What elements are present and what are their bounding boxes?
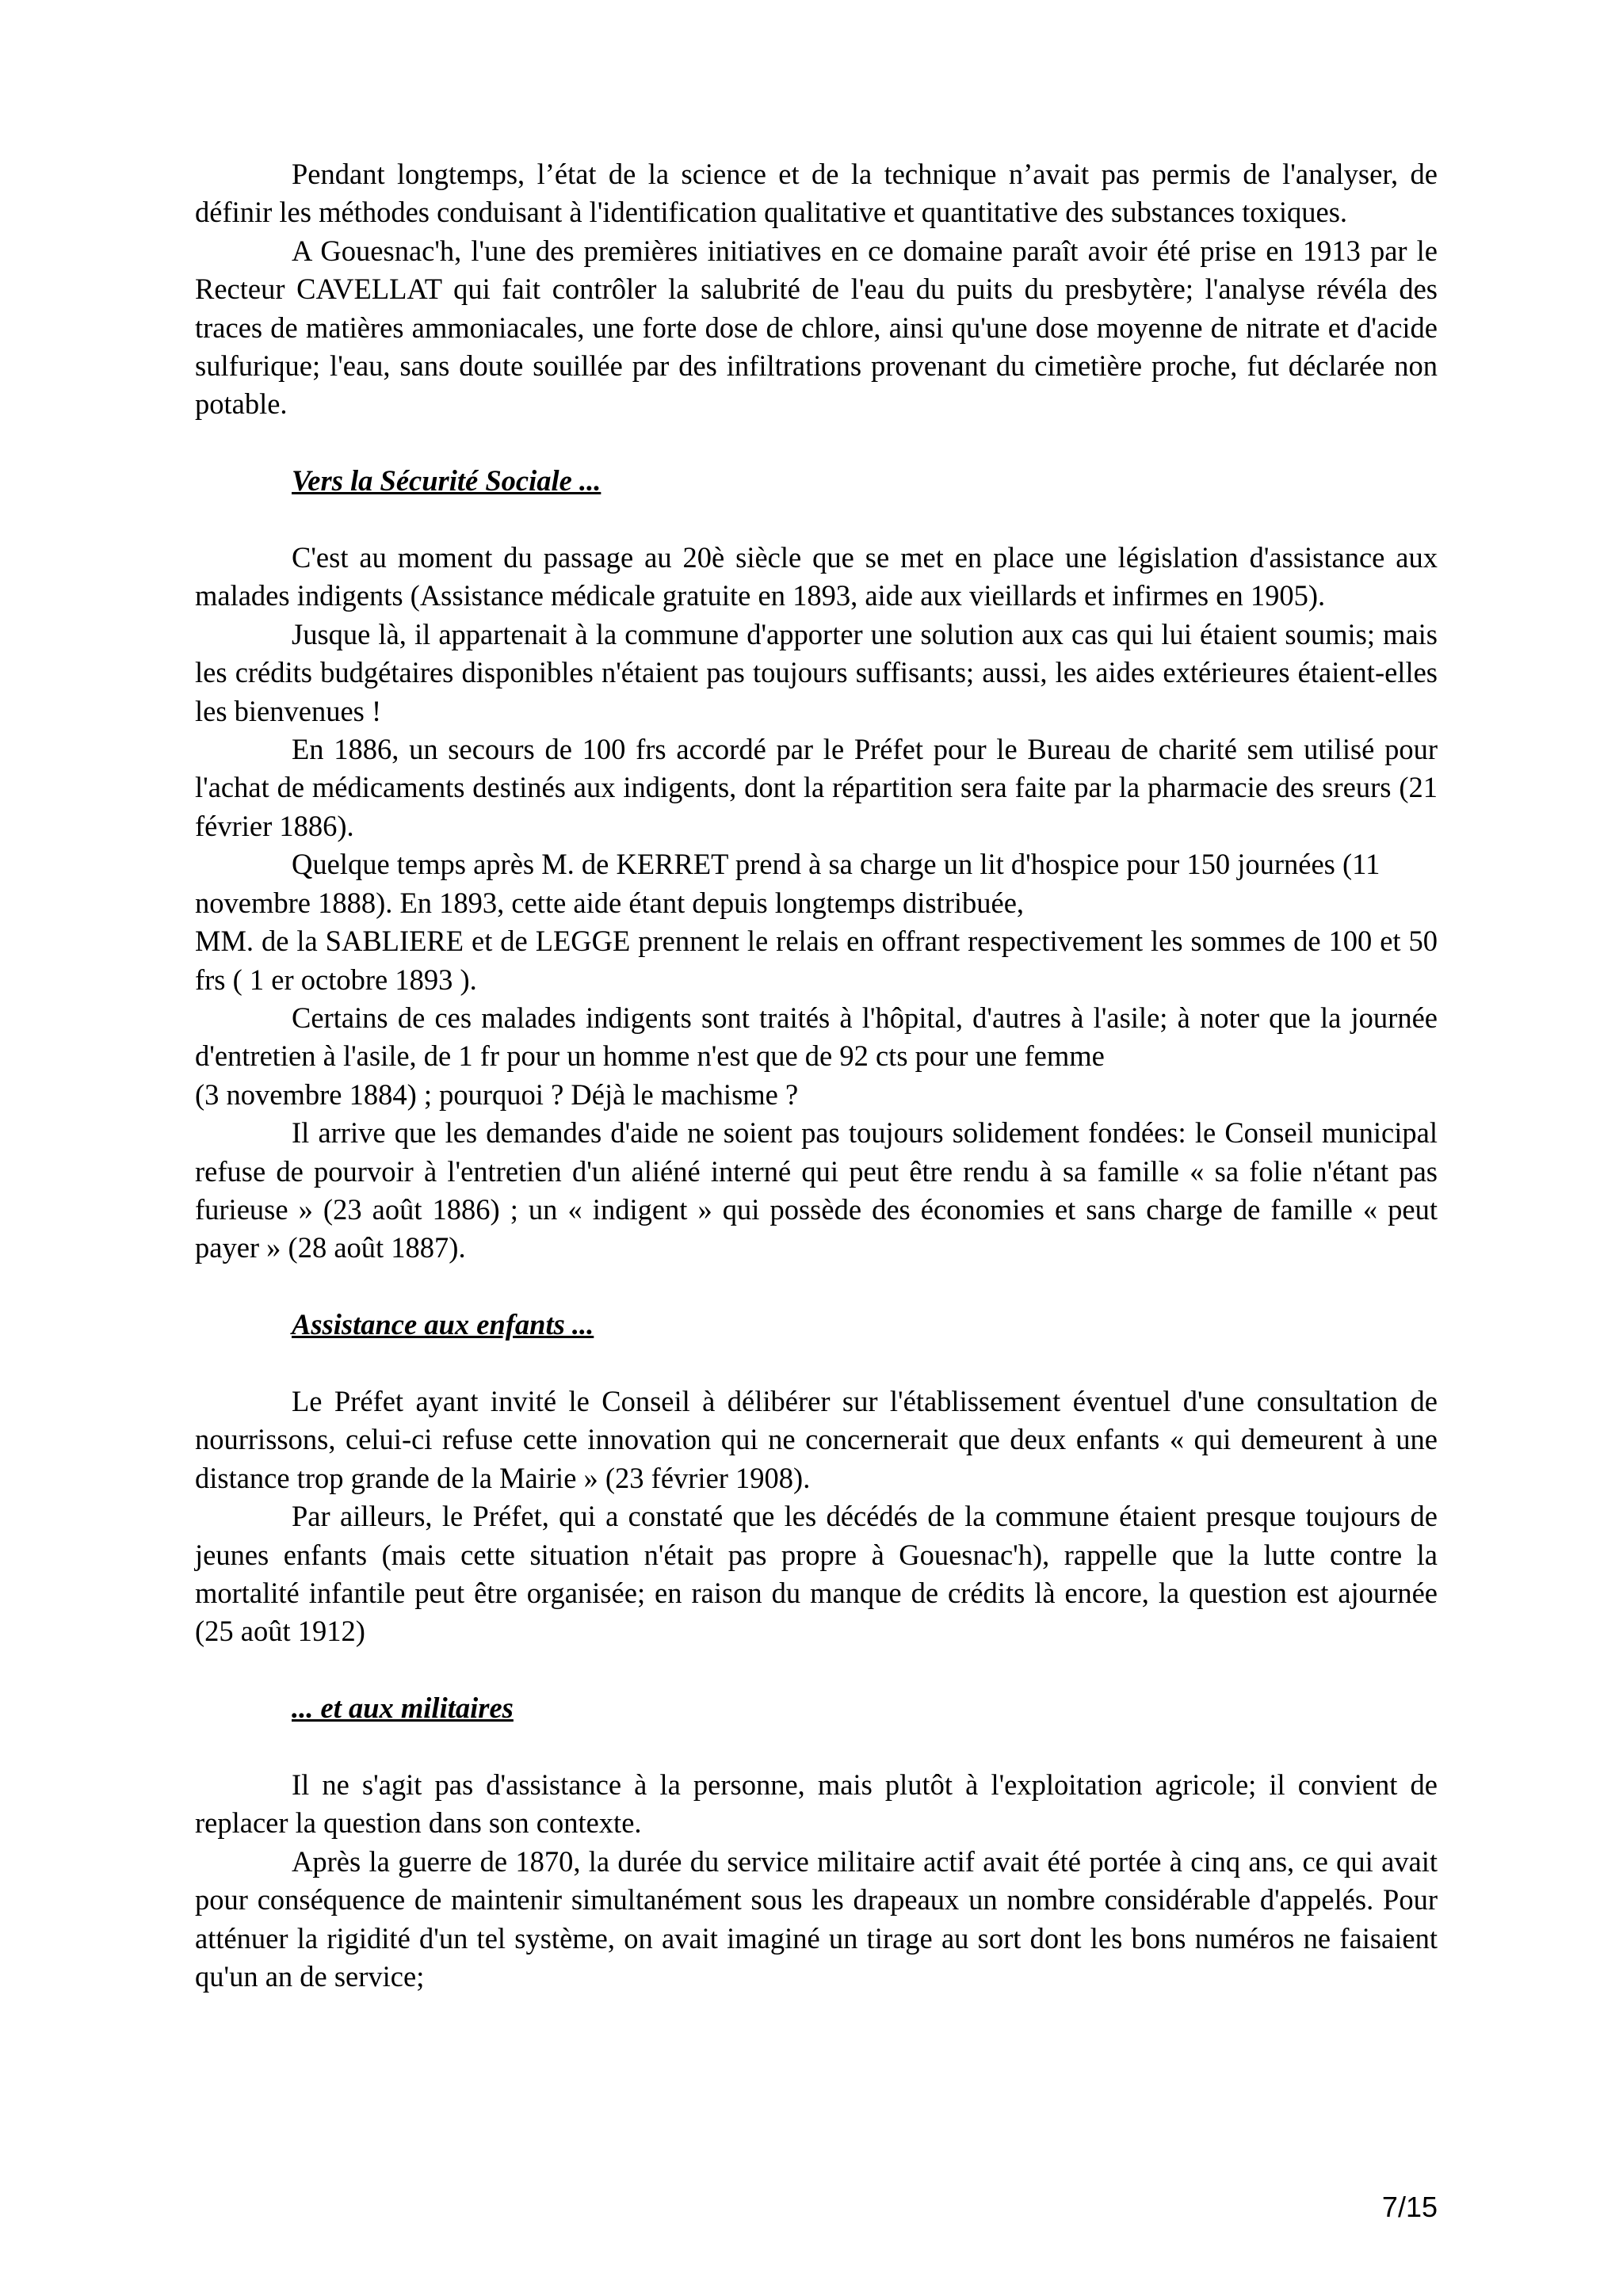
paragraph: Après la guerre de 1870, la durée du service militaire actif avait été portée à cinq ans, ce qui avait pour conséquence de maintenir simultanément sous les drapeaux un nombre considérable d'appelés. Pour atténuer la rigidité d'un tel système, on avait imaginé un tirage au sort dont les bons numéros ne faisaient qu'un an de service;	[195, 1844, 1438, 1993]
section-heading-assistance-enfants: Assistance aux enfants ...	[292, 1308, 594, 1341]
page-number: 7/15	[1381, 2191, 1438, 2223]
paragraph: (3 novembre 1884) ; pourquoi ? Déjà le machisme ?	[195, 1077, 799, 1111]
paragraph: Il ne s'agit pas d'assistance à la personne, mais plutôt à l'exploitation agricole; il convient de replacer la question dans son contexte.	[195, 1768, 1438, 1840]
paragraph: Jusque là, il appartenait à la commune d'apporter une solution aux cas qui lui étaient soumis; mais les crédits budgétaires disponibles n'étaient pas toujours suffisants; aussi, les aides extérieures étaient-elles les bienvenues !	[195, 617, 1438, 727]
paragraph: Pendant longtemps, l’état de la science et de la technique n’avait pas permis de l'analyser, de définir les méthodes conduisant à l'identification qualitative et quantitative des substances toxiques.	[195, 158, 1438, 229]
paragraph: A Gouesnac'h, l'une des premières initiatives en ce domaine paraît avoir été prise en 1913 par le Recteur CAVELLAT qui fait contrôler la salubrité de l'eau du puits du presbytère; l'analyse révéla des traces de matières ammoniacales, une forte dose de chlore, ainsi qu'une dose moyenne de nitrate et d'acide sulfurique; l'eau, sans doute souillée par des infiltrations provenant du cimetière proche, fut déclarée non potable.	[195, 234, 1438, 421]
paragraph: Par ailleurs, le Préfet, qui a constaté que les décédés de la commune étaient presque toujours de jeunes enfants (mais cette situation n'était pas propre à Gouesnac'h), rappelle que la lutte contre la mortalité infantile peut être organisée; en raison du manque de crédits là encore, la question est ajournée (25 août 1912)	[195, 1500, 1438, 1648]
section-heading-securite-sociale: Vers la Sécurité Sociale ...	[292, 464, 601, 498]
paragraph: MM. de la SABLIERE et de LEGGE prennent le relais en offrant respectivement les sommes de 100 et 50 frs ( 1 er octobre 1893 ).	[195, 925, 1438, 996]
paragraph: En 1886, un secours de 100 frs accordé par le Préfet pour le Bureau de charité sem utilisé pour l'achat de médicaments destinés aux indigents, dont la répartition sera faite par la pharmacie des sreurs (21 février 1886).	[195, 733, 1438, 842]
paragraph: Certains de ces malades indigents sont traités à l'hôpital, d'autres à l'asile; à noter que la journée d'entretien à l'asile, de 1 fr pour un homme n'est que de 92 cts pour une femme	[195, 1001, 1438, 1073]
paragraph: Le Préfet ayant invité le Conseil à délibérer sur l'établissement éventuel d'une consultation de nourrissons, celui-ci refuse cette innovation qui ne concernerait que deux enfants « qui demeurent à une distance trop grande de la Mairie » (23 février 1908).	[195, 1384, 1438, 1494]
document-body	[195, 155, 1438, 1996]
paragraph: Il arrive que les demandes d'aide ne soient pas toujours solidement fondées: le Conseil municipal refuse de pourvoir à l'entretien d'un aliéné interné qui peut être rendu à sa famille « sa folie n'étant pas furieuse » (23 août 1886) ; un « indigent » qui possède des économies et sans charge de famille « peut payer » (28 août 1887).	[195, 1116, 1438, 1264]
paragraph: C'est au moment du passage au 20è siècle que se met en place une législation d'assistance aux malades indigents (Assistance médicale gratuite en 1893, aide aux vieillards et infirmes en 1905).	[195, 541, 1438, 612]
paragraph: Quelque temps après M. de KERRET prend à sa charge un lit d'hospice pour 150 journées (11 novembre 1888). En 1893, cette aide étant depuis longtemps distribuée,	[195, 848, 1381, 919]
section-heading-militaires: ... et aux militaires	[292, 1691, 514, 1725]
